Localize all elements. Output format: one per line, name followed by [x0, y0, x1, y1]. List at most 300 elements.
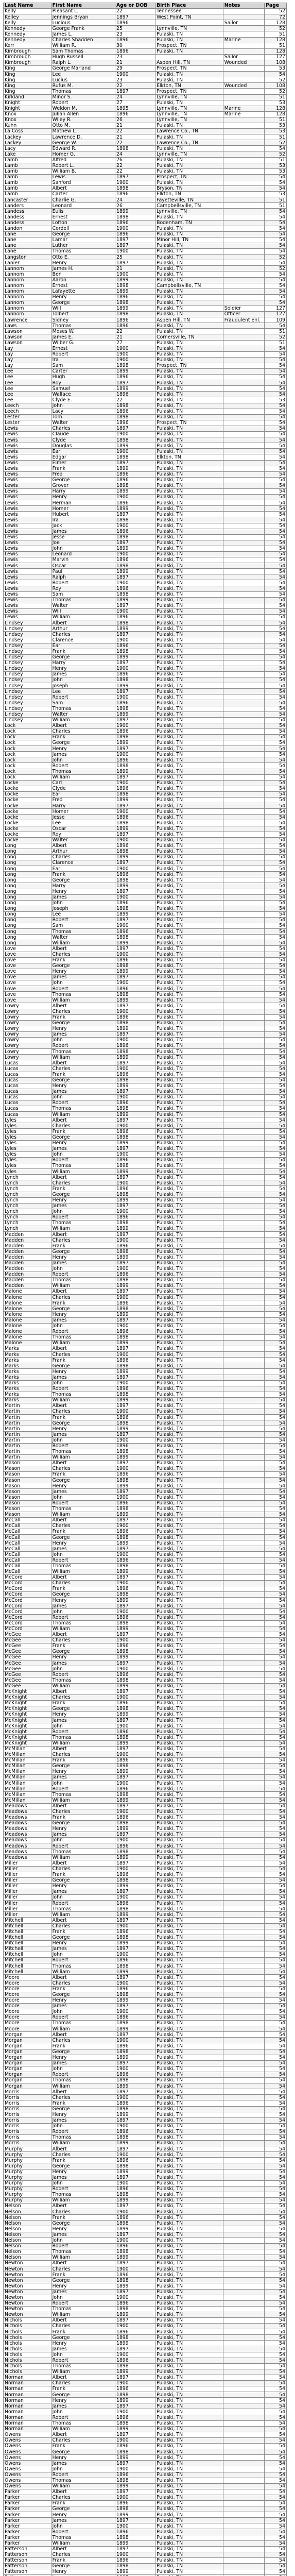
notes-cell [223, 2003, 264, 2009]
birth-place-cell: Pulaski, TN [155, 2540, 223, 2546]
table-row [4, 1106, 287, 1112]
last-name-cell: Miller [4, 1889, 51, 1894]
page-cell: 54 [265, 1820, 287, 1826]
first-name-cell: Otto M. [51, 123, 115, 128]
notes-cell [223, 1449, 264, 1454]
first-name-cell: James [51, 2060, 115, 2066]
page-cell: 54 [265, 2569, 287, 2575]
table-row [4, 1163, 287, 1169]
age-or-dob-cell: 1896 [115, 1729, 155, 1735]
last-name-cell: Malone [4, 1323, 51, 1329]
birth-place-cell: Pulaski, TN [155, 2381, 223, 2386]
age-or-dob-cell: 1900 [115, 837, 155, 843]
page-cell: 54 [265, 2095, 287, 2100]
table-row [4, 1826, 287, 1832]
first-name-cell: Albert [51, 2546, 115, 2552]
birth-place-cell: Pulaski, TN [155, 392, 223, 397]
age-or-dob-cell: 1898 [115, 706, 155, 711]
page-cell: 54 [265, 1517, 287, 1523]
birth-place-cell: Pulaski, TN [155, 918, 223, 923]
page-cell: 127 [265, 54, 287, 60]
table-row [4, 260, 287, 266]
birth-place-cell: Pulaski, TN [155, 1140, 223, 1146]
notes-cell [223, 123, 264, 128]
birth-place-cell: Elkton, TN [155, 192, 223, 197]
table-row [4, 1757, 287, 1763]
table-row [4, 2163, 287, 2169]
birth-place-cell: Pulaski, TN [155, 2009, 223, 2014]
notes-cell [223, 620, 264, 626]
age-or-dob-cell: 1897 [115, 1660, 155, 1666]
first-name-cell: Charles [51, 2095, 115, 2100]
table-row [4, 1781, 287, 1786]
notes-cell [223, 397, 264, 403]
first-name-cell: John [51, 1895, 115, 1901]
page-cell: 54 [265, 671, 287, 677]
age-or-dob-cell: 1896 [115, 529, 155, 534]
last-name-cell: Long [4, 849, 51, 854]
birth-place-cell: Pulaski, TN [155, 2032, 223, 2038]
first-name-cell: Frank [51, 1014, 115, 1020]
page-cell: 54 [265, 1632, 287, 1637]
table-row [4, 1483, 287, 1489]
last-name-cell: Morgan [4, 2066, 51, 2072]
notes-cell [223, 483, 264, 488]
table-row [4, 1478, 287, 1483]
birth-place-cell: Pulaski, TN [155, 1792, 223, 1798]
age-or-dob-cell: 1900 [115, 1952, 155, 1957]
first-name-cell: Frank [51, 872, 115, 877]
birth-place-cell: Pulaski, TN [155, 849, 223, 854]
birth-place-cell: Pulaski, TN [155, 1043, 223, 1049]
notes-cell [223, 2021, 264, 2026]
page-cell: 54 [265, 1094, 287, 1100]
birth-place-cell: Pulaski, TN [155, 443, 223, 449]
page-cell: 54 [265, 2483, 287, 2489]
first-name-cell: Edward R. [51, 146, 115, 151]
age-or-dob-cell: 1898 [115, 1306, 155, 1312]
notes-cell [223, 2072, 264, 2077]
age-or-dob-cell: 1896 [115, 2272, 155, 2278]
age-or-dob-cell: 1897 [115, 260, 155, 266]
page-cell: 54 [265, 186, 287, 192]
last-name-cell: Long [4, 860, 51, 866]
table-row [4, 2317, 287, 2323]
page-cell: 52 [265, 140, 287, 146]
page-cell: 54 [265, 1706, 287, 1711]
age-or-dob-cell: 1900 [115, 2437, 155, 2443]
table-row [4, 1003, 287, 1009]
page-cell: 54 [265, 2363, 287, 2369]
birth-place-cell: Pulaski, TN [155, 740, 223, 746]
table-row [4, 231, 287, 237]
first-name-cell: Henry [51, 969, 115, 974]
age-or-dob-cell: 1898 [115, 1506, 155, 1512]
first-name-cell: Jesse [51, 534, 115, 540]
table-row [4, 1432, 287, 1437]
age-or-dob-cell: 1896 [115, 615, 155, 620]
roster-table [3, 3, 287, 2576]
birth-place-cell: Pulaski, TN [155, 798, 223, 803]
birth-place-cell: Pulaski, TN [155, 1094, 223, 1100]
birth-place-cell: Pulaski, TN [155, 1643, 223, 1649]
birth-place-cell: Pulaski, TN [155, 37, 223, 43]
first-name-cell: Charles [51, 1123, 115, 1129]
notes-cell [223, 2255, 264, 2260]
table-row [4, 574, 287, 580]
notes-cell [223, 1535, 264, 1540]
first-name-cell: William [51, 2255, 115, 2260]
page-cell: 54 [265, 2557, 287, 2563]
notes-cell [223, 1329, 264, 1334]
age-or-dob-cell: 1898 [115, 820, 155, 826]
table-row [4, 1517, 287, 1523]
page-cell: 54 [265, 1489, 287, 1495]
notes-cell [223, 1643, 264, 1649]
last-name-cell: Lester [4, 414, 51, 420]
notes-cell [223, 552, 264, 557]
age-or-dob-cell: 1900 [115, 2381, 155, 2386]
birth-place-cell: Pulaski, TN [155, 974, 223, 980]
age-or-dob-cell: 1898 [115, 2021, 155, 2026]
first-name-cell: Albert [51, 2432, 115, 2437]
notes-cell [223, 1872, 264, 1877]
table-row [4, 597, 287, 603]
last-name-cell: King [4, 77, 51, 83]
age-or-dob-cell: 1899 [115, 443, 155, 449]
page-cell: 54 [265, 2317, 287, 2323]
last-name-cell: Leech [4, 403, 51, 409]
birth-place-cell: Pulaski, TN [155, 935, 223, 940]
table-row [4, 2569, 287, 2575]
notes-cell [223, 2461, 264, 2466]
age-or-dob-cell: 21 [115, 266, 155, 272]
notes-cell [223, 1260, 264, 1266]
birth-place-cell: Pulaski, TN [155, 1997, 223, 2003]
age-or-dob-cell: 1897 [115, 2518, 155, 2523]
page-cell: 54 [265, 666, 287, 671]
notes-cell [223, 1266, 264, 1272]
age-or-dob-cell: 1900 [115, 1094, 155, 1100]
age-or-dob-cell: 1899 [115, 826, 155, 832]
page-cell: 54 [265, 2546, 287, 2552]
table-row [4, 1386, 287, 1392]
table-row [4, 2455, 287, 2461]
birth-place-cell: Pulaski, TN [155, 1312, 223, 1317]
table-row [4, 2335, 287, 2341]
notes-cell [223, 2403, 264, 2409]
notes-cell [223, 1443, 264, 1449]
birth-place-cell: Pulaski, TN [155, 1677, 223, 1683]
first-name-cell: Henry [51, 1655, 115, 1660]
table-row [4, 432, 287, 437]
last-name-cell: Lewis [4, 557, 51, 563]
notes-cell [223, 940, 264, 946]
table-row [4, 740, 287, 746]
birth-place-cell: Pulaski, TN [155, 517, 223, 523]
page-cell: 54 [265, 620, 287, 626]
first-name-cell: Robert [51, 1329, 115, 1334]
birth-place-cell: Pulaski, TN [155, 1220, 223, 1226]
birth-place-cell: Pulaski, TN [155, 1895, 223, 1901]
table-row [4, 860, 287, 866]
column-header-notes: Notes [223, 3, 264, 9]
age-or-dob-cell: 1899 [115, 2255, 155, 2260]
notes-cell [223, 1906, 264, 1912]
birth-place-cell: Pulaski, TN [155, 2209, 223, 2215]
table-row [4, 214, 287, 220]
table-row [4, 43, 287, 48]
first-name-cell: Albert [51, 1918, 115, 1923]
birth-place-cell: Pulaski, TN [155, 1946, 223, 1952]
age-or-dob-cell: 1899 [115, 1540, 155, 1546]
table-row [4, 1912, 287, 1918]
page-cell: 54 [265, 683, 287, 689]
page-cell: 54 [265, 2204, 287, 2209]
notes-cell [223, 2386, 264, 2392]
age-or-dob-cell: 1898 [115, 1106, 155, 1112]
first-name-cell: Thomas [51, 992, 115, 997]
last-name-cell: Lay [4, 363, 51, 368]
age-or-dob-cell: 1900 [115, 2409, 155, 2415]
notes-cell [223, 2009, 264, 2014]
age-or-dob-cell: 1896 [115, 786, 155, 791]
table-row [4, 2192, 287, 2197]
page-cell: 54 [265, 1883, 287, 1889]
table-row [4, 569, 287, 574]
table-row [4, 1683, 287, 1689]
age-or-dob-cell: 21 [115, 60, 155, 65]
birth-place-cell: Pulaski, TN [155, 1049, 223, 1055]
last-name-cell: Lindsey [4, 637, 51, 643]
page-cell: 54 [265, 608, 287, 614]
birth-place-cell: Pulaski, TN [155, 134, 223, 140]
notes-cell [223, 2324, 264, 2329]
table-row [4, 1203, 287, 1209]
notes-cell [223, 717, 264, 723]
notes-cell [223, 1843, 264, 1849]
page-cell: 54 [265, 1958, 287, 1963]
page-cell: 54 [265, 409, 287, 414]
last-name-cell: Lynch [4, 1226, 51, 1232]
birth-place-cell: Pulaski, TN [155, 1517, 223, 1523]
first-name-cell: Albert [51, 946, 115, 952]
page-cell: 54 [265, 1798, 287, 1803]
last-name-cell: Lannom [4, 300, 51, 306]
page-cell: 54 [265, 1483, 287, 1489]
table-row [4, 1752, 287, 1757]
first-name-cell: William B. [51, 168, 115, 174]
notes-cell [223, 512, 264, 517]
table-row [4, 1380, 287, 1386]
table-row [4, 255, 287, 260]
notes-cell [223, 1112, 264, 1117]
last-name-cell: Lynch [4, 1203, 51, 1209]
page-cell: 54 [265, 500, 287, 506]
notes-cell [223, 2175, 264, 2180]
table-row [4, 1694, 287, 1700]
birth-place-cell: Pulaski, TN [155, 397, 223, 403]
table-row [4, 186, 287, 192]
birth-place-cell: Pulaski, TN [155, 214, 223, 220]
birth-place-cell: Pulaski, TN [155, 694, 223, 700]
notes-cell [223, 820, 264, 826]
age-or-dob-cell: 1896 [115, 2215, 155, 2221]
notes-cell [223, 1935, 264, 1940]
first-name-cell: Ernest [51, 283, 115, 289]
last-name-cell: Lynch [4, 1209, 51, 1214]
table-row [4, 946, 287, 952]
table-row [4, 2209, 287, 2215]
page-cell: 54 [265, 2152, 287, 2158]
age-or-dob-cell: 1897 [115, 1060, 155, 1066]
birth-place-cell: Campbellsville, TN [155, 283, 223, 289]
age-or-dob-cell: 1897 [115, 2317, 155, 2323]
last-name-cell: Newton [4, 2266, 51, 2272]
page-cell: 52 [265, 26, 287, 31]
page-cell: 54 [265, 449, 287, 454]
last-name-cell: Marks [4, 1352, 51, 1358]
last-name-cell: Marks [4, 1358, 51, 1363]
last-name-cell: Locke [4, 826, 51, 832]
notes-cell [223, 969, 264, 974]
first-name-cell: Frank [51, 1929, 115, 1935]
table-row [4, 586, 287, 591]
page-cell: 54 [265, 1803, 287, 1809]
first-name-cell: Henry [51, 889, 115, 894]
age-or-dob-cell: 26 [115, 157, 155, 163]
age-or-dob-cell: 22 [115, 329, 155, 334]
last-name-cell: Marks [4, 1386, 51, 1392]
page-cell: 53 [265, 129, 287, 134]
table-row [4, 1895, 287, 1901]
last-name-cell: Lawrence [4, 317, 51, 323]
table-row [4, 2123, 287, 2129]
age-or-dob-cell: 1898 [115, 2192, 155, 2197]
table-row [4, 911, 287, 917]
table-row [4, 2306, 287, 2312]
last-name-cell: McCord [4, 1574, 51, 1580]
notes-cell [223, 2335, 264, 2341]
table-row [4, 2221, 287, 2226]
last-name-cell: Newton [4, 2272, 51, 2278]
first-name-cell: Robert [51, 1729, 115, 1735]
age-or-dob-cell: 1897 [115, 1746, 155, 1752]
notes-cell [223, 2043, 264, 2049]
birth-place-cell: Pulaski, TN [155, 1786, 223, 1792]
last-name-cell: McMillan [4, 1775, 51, 1781]
notes-cell [223, 1243, 264, 1249]
age-or-dob-cell: 1898 [115, 2335, 155, 2341]
first-name-cell: Albert [51, 1517, 115, 1523]
notes-cell [223, 66, 264, 72]
notes-cell [223, 1055, 264, 1060]
first-name-cell: Edgar [51, 454, 115, 460]
notes-cell [223, 1838, 264, 1843]
last-name-cell: McMillan [4, 1757, 51, 1763]
first-name-cell: John [51, 1209, 115, 1214]
table-row [4, 1134, 287, 1140]
birth-place-cell: Pulaski, TN [155, 883, 223, 889]
last-name-cell: Locke [4, 780, 51, 786]
first-name-cell: Wallace [51, 392, 115, 397]
notes-cell [223, 843, 264, 849]
age-or-dob-cell: 1899 [115, 2141, 155, 2146]
age-or-dob-cell: 1897 [115, 1403, 155, 1409]
first-name-cell: Walter [51, 603, 115, 608]
page-cell: 54 [265, 2495, 287, 2500]
page-cell: 54 [265, 1392, 287, 1397]
first-name-cell: George [51, 1592, 115, 1598]
first-name-cell: Henry [51, 260, 115, 266]
age-or-dob-cell: 1899 [115, 1883, 155, 1889]
notes-cell [223, 523, 264, 529]
notes-cell [223, 2278, 264, 2283]
last-name-cell: Madden [4, 1272, 51, 1277]
birth-place-cell: Lynnville, TN [155, 111, 223, 117]
birth-place-cell: Pulaski, TN [155, 1975, 223, 1980]
notes-cell [223, 992, 264, 997]
notes-cell [223, 1677, 264, 1683]
first-name-cell: William [51, 615, 115, 620]
notes-cell [223, 1151, 264, 1157]
notes-cell [223, 386, 264, 392]
table-row [4, 2466, 287, 2472]
page-cell: 54 [265, 2324, 287, 2329]
age-or-dob-cell: 1899 [115, 2540, 155, 2546]
first-name-cell: George [51, 2506, 115, 2512]
table-row [4, 2535, 287, 2540]
birth-place-cell: Pulaski, TN [155, 48, 223, 54]
table-row [4, 2564, 287, 2569]
last-name-cell: Morris [4, 2134, 51, 2140]
first-name-cell: Charles [51, 1409, 115, 1415]
last-name-cell: Morgan [4, 2055, 51, 2060]
last-name-cell: Lay [4, 351, 51, 357]
header-row [4, 3, 287, 9]
birth-place-cell: Lynnville, TN [155, 106, 223, 111]
table-row [4, 312, 287, 317]
age-or-dob-cell: 1900 [115, 694, 155, 700]
birth-place-cell: Pulaski, TN [155, 866, 223, 872]
page-cell: 54 [265, 1369, 287, 1375]
table-row [4, 106, 287, 111]
page-cell: 54 [265, 495, 287, 500]
age-or-dob-cell: 1897 [115, 860, 155, 866]
notes-cell [223, 1586, 264, 1591]
first-name-cell: George [51, 2278, 115, 2283]
age-or-dob-cell: 1896 [115, 1958, 155, 1963]
page-cell: 54 [265, 432, 287, 437]
first-name-cell: Aaron [51, 277, 115, 283]
last-name-cell: Parker [4, 2495, 51, 2500]
notes-cell [223, 2204, 264, 2209]
page-cell: 54 [265, 534, 287, 540]
first-name-cell: John [51, 2466, 115, 2472]
birth-place-cell: Pulaski, TN [155, 1014, 223, 1020]
first-name-cell: Henry [51, 1312, 115, 1317]
notes-cell [223, 1672, 264, 1677]
notes-cell [223, 495, 264, 500]
last-name-cell: Miller [4, 1872, 51, 1877]
table-row [4, 2060, 287, 2066]
age-or-dob-cell: 1897 [115, 512, 155, 517]
table-row [4, 323, 287, 329]
table-row [4, 1866, 287, 1872]
birth-place-cell: Pulaski, TN [155, 563, 223, 569]
notes-cell [223, 774, 264, 780]
page-cell: 54 [265, 1432, 287, 1437]
